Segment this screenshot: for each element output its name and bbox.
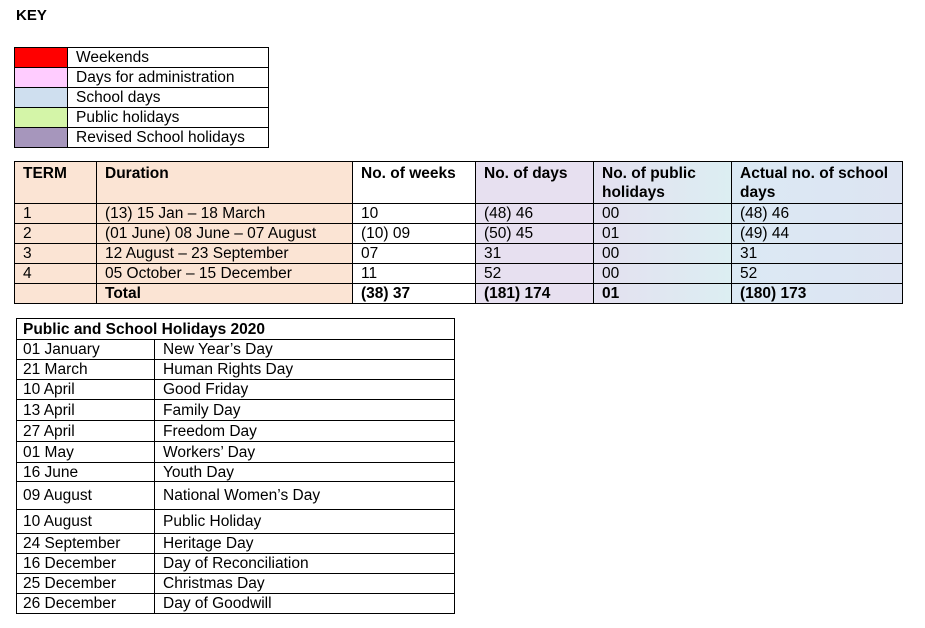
holiday-row [17, 400, 455, 421]
duration-cell: 12 August – 23 September [97, 244, 353, 264]
total-days: (181) 174 [476, 284, 594, 304]
public-holidays-cell: 00 [594, 204, 732, 224]
term-cell: 2 [15, 224, 97, 244]
holiday-date: 16 June [17, 463, 155, 482]
holidays-header-row [17, 319, 455, 340]
weeks-cell: 10 [353, 204, 476, 224]
school-days-cell: (48) 46 [732, 204, 903, 224]
legend-row [15, 48, 269, 68]
holiday-name: Day of Reconciliation [155, 554, 455, 574]
header-days: No. of days [476, 162, 594, 204]
holiday-name: Day of Goodwill [155, 594, 455, 614]
holiday-date: 01 January [17, 340, 155, 360]
holiday-date: 25 December [17, 574, 155, 594]
table-row [15, 204, 903, 224]
weekends-swatch [15, 48, 68, 68]
term-cell [15, 284, 97, 304]
public-holidays-cell: 01 [594, 224, 732, 244]
revised-holidays-swatch [15, 128, 68, 148]
legend-label: Weekends [68, 48, 269, 68]
weeks-cell: (10) 09 [353, 224, 476, 244]
holidays-table [16, 318, 455, 614]
legend-row [15, 128, 269, 148]
days-cell: 52 [476, 264, 594, 284]
legend-label: Public holidays [68, 108, 269, 128]
holiday-row [17, 421, 455, 442]
legend-label: Days for administration [68, 68, 269, 88]
holiday-date: 26 December [17, 594, 155, 614]
total-public-holidays: 01 [594, 284, 732, 304]
total-label: Total [97, 284, 353, 304]
holiday-date: 13 April [17, 400, 155, 421]
term-cell: 4 [15, 264, 97, 284]
table-row [15, 264, 903, 284]
holiday-name: National Women’s Day [155, 482, 455, 510]
holiday-name: New Year’s Day [155, 340, 455, 360]
holiday-date: 10 April [17, 380, 155, 400]
term-header-row [15, 162, 903, 204]
holiday-row [17, 594, 455, 614]
school-days-swatch [15, 88, 68, 108]
holiday-name: Workers’ Day [155, 442, 455, 463]
holiday-name: Good Friday [155, 380, 455, 400]
header-duration: Duration [97, 162, 353, 204]
holiday-date: 10 August [17, 510, 155, 534]
days-cell: 31 [476, 244, 594, 264]
table-row [15, 244, 903, 264]
legend-label: Revised School holidays [68, 128, 269, 148]
holiday-row [17, 482, 455, 510]
public-holidays-cell: 00 [594, 264, 732, 284]
holiday-row [17, 360, 455, 380]
holidays-title: Public and School Holidays 2020 [17, 319, 455, 340]
school-days-cell: 31 [732, 244, 903, 264]
total-weeks: (38) 37 [353, 284, 476, 304]
holiday-date: 24 September [17, 534, 155, 554]
term-cell: 3 [15, 244, 97, 264]
table-row [15, 224, 903, 244]
holiday-name: Human Rights Day [155, 360, 455, 380]
legend-row [15, 88, 269, 108]
holiday-name: Heritage Day [155, 534, 455, 554]
holiday-name: Christmas Day [155, 574, 455, 594]
header-weeks: No. of weeks [353, 162, 476, 204]
holiday-name: Family Day [155, 400, 455, 421]
key-title: KEY [16, 7, 47, 24]
holiday-row [17, 380, 455, 400]
legend-row [15, 108, 269, 128]
days-cell: (48) 46 [476, 204, 594, 224]
school-days-cell: (49) 44 [732, 224, 903, 244]
holiday-name: Youth Day [155, 463, 455, 482]
holiday-name: Public Holiday [155, 510, 455, 534]
holiday-date: 27 April [17, 421, 155, 442]
duration-cell: (13) 15 Jan – 18 March [97, 204, 353, 224]
holiday-row [17, 340, 455, 360]
days-cell: (50) 45 [476, 224, 594, 244]
public-holidays-swatch [15, 108, 68, 128]
holiday-date: 16 December [17, 554, 155, 574]
holiday-date: 21 March [17, 360, 155, 380]
header-public-holidays: No. of public holidays [594, 162, 732, 204]
header-school-days: Actual no. of school days [732, 162, 903, 204]
holiday-date: 09 August [17, 482, 155, 510]
holiday-row [17, 554, 455, 574]
holiday-name: Freedom Day [155, 421, 455, 442]
public-holidays-cell: 00 [594, 244, 732, 264]
holiday-date: 01 May [17, 442, 155, 463]
school-days-cell: 52 [732, 264, 903, 284]
term-cell: 1 [15, 204, 97, 224]
holiday-row [17, 463, 455, 482]
total-school-days: (180) 173 [732, 284, 903, 304]
weeks-cell: 07 [353, 244, 476, 264]
holiday-row [17, 442, 455, 463]
legend-label: School days [68, 88, 269, 108]
duration-cell: 05 October – 15 December [97, 264, 353, 284]
term-table [14, 161, 903, 304]
weeks-cell: 11 [353, 264, 476, 284]
legend-row [15, 68, 269, 88]
holiday-row [17, 510, 455, 534]
holiday-row [17, 574, 455, 594]
total-row [15, 284, 903, 304]
duration-cell: (01 June) 08 June – 07 August [97, 224, 353, 244]
key-legend [14, 47, 269, 148]
administration-swatch [15, 68, 68, 88]
header-term: TERM [15, 162, 97, 204]
holiday-row [17, 534, 455, 554]
